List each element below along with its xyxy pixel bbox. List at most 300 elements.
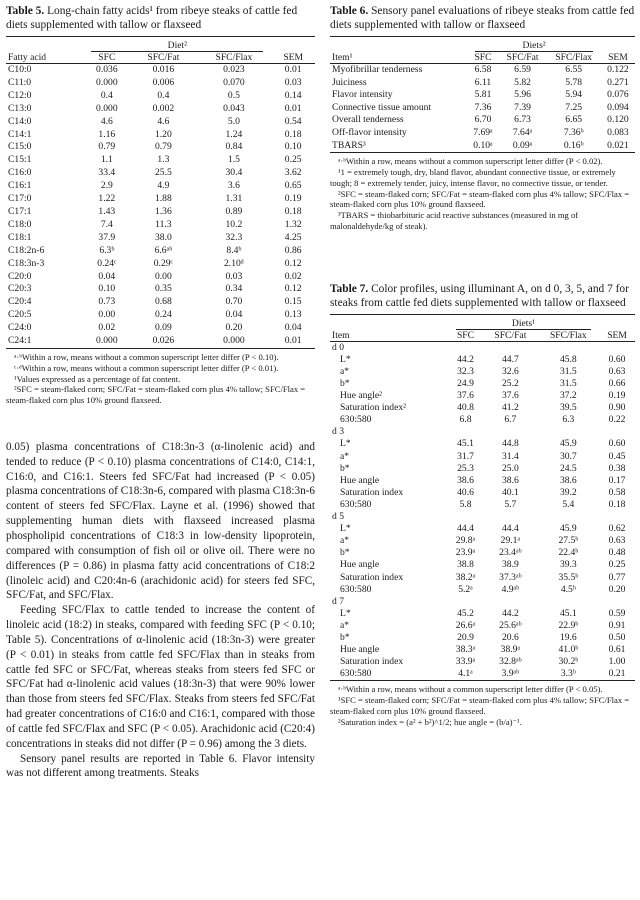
table-row: [330, 414, 635, 426]
row-label: 630:580: [340, 498, 372, 510]
cell-value: 0.65: [284, 180, 302, 192]
row-label: C20:4: [8, 296, 32, 308]
cell-value: 22.4ᵇ: [558, 547, 579, 559]
table-row: [6, 90, 315, 103]
cell-value: 3.9ᵃᵇ: [501, 668, 520, 680]
cell-value: 39.2: [559, 486, 577, 498]
cell-value: 1.24: [225, 128, 243, 140]
row-label: C17:0: [8, 193, 32, 205]
table5-group-header: Diet²: [167, 40, 188, 51]
cell-value: 0.000: [96, 335, 118, 347]
footnote: ᵃ·ᵇWithin a row, means without a common superscript letter differ (P < 0.10).: [14, 351, 279, 362]
cell-value: 31.5: [559, 365, 577, 377]
row-label: 630:580: [340, 583, 372, 595]
row-label: Juiciness: [332, 76, 367, 88]
row-label: 630:580: [340, 668, 372, 680]
cell-value: 5.8: [459, 498, 472, 510]
cell-value: 0.00: [154, 270, 172, 282]
cell-value: 6.3: [562, 414, 575, 426]
cell-value: 0.03: [225, 270, 243, 282]
cell-value: 0.13: [284, 309, 302, 321]
table7-header-row: [330, 330, 635, 342]
cell-value: 0.86: [284, 244, 302, 256]
day-label: d 7: [332, 595, 344, 607]
cell-value: 6.58: [474, 64, 492, 75]
cell-value: 0.5: [227, 89, 240, 101]
cell-value: 33.9ᵃ: [455, 656, 476, 668]
table-row: [6, 245, 315, 258]
table6-caption: [330, 4, 635, 32]
table7-group-header: Diets¹: [511, 317, 536, 329]
cell-value: 0.04: [284, 322, 302, 334]
cell-value: 1.88: [154, 193, 172, 205]
cell-value: 0.29ᶜ: [153, 257, 173, 269]
cell-value: 7.36ᵇ: [563, 126, 584, 138]
cell-value: 45.8: [559, 353, 577, 365]
cell-value: 0.35: [154, 283, 172, 295]
table-row: [330, 547, 635, 559]
cell-value: 1.5: [227, 154, 240, 166]
cell-value: 0.09: [154, 322, 172, 334]
cell-value: 0.4: [157, 89, 170, 101]
table-row: [330, 366, 635, 378]
footnote: ²Saturation index = (a² + b²)^1/2; hue angle = (b/a)⁻¹.: [338, 716, 522, 727]
column-header: SFC: [98, 52, 116, 63]
cell-value: 40.8: [457, 402, 474, 414]
row-label: C15:1: [8, 154, 32, 166]
cell-value: 0.62: [608, 523, 626, 535]
row-label: C20:3: [8, 283, 32, 295]
footnote: ¹Values expressed as a percentage of fat content.: [14, 373, 181, 384]
row-label: b*: [340, 631, 350, 643]
cell-value: 20.9: [457, 631, 474, 643]
cell-value: 38.9ᵃ: [500, 644, 521, 656]
row-label: Flavor intensity: [332, 89, 393, 101]
row-label: Hue angle²: [340, 390, 383, 402]
cell-value: 38.9: [501, 559, 519, 571]
cell-value: 4.1ᵃ: [458, 668, 473, 680]
footnote: ²SFC = steam-flaked corn; SFC/Fat = steam-flaked corn plus 4% tallow; SFC/Flax = steam-flaked corn plus 10% ground flaxseed.: [330, 188, 630, 210]
cell-value: 7.69ᵃ: [473, 126, 493, 138]
cell-value: 25.3: [457, 462, 474, 474]
cell-value: 1.32: [284, 218, 302, 230]
cell-value: 41.2: [501, 402, 519, 414]
table-row: [330, 102, 635, 115]
footnote: ᵃ·ᵇWithin a row, means without a common superscript letter differ (P < 0.02).: [338, 156, 603, 167]
table-row: [330, 390, 635, 402]
cell-value: 0.19: [608, 390, 626, 402]
cell-value: 38.3ᵃ: [455, 644, 476, 656]
column-header: SFC: [474, 52, 492, 63]
table-row: [330, 487, 635, 499]
day-label: d 3: [332, 426, 344, 438]
row-label: Hue angle: [340, 644, 380, 656]
cell-value: 32.3: [457, 365, 474, 377]
footnote: ᵃ·ᵇWithin a row, means without a common superscript letter differ (P < 0.05).: [338, 684, 603, 695]
row-label: L*: [340, 353, 351, 365]
cell-value: 44.7: [501, 353, 519, 365]
cell-value: 1.20: [154, 128, 172, 140]
cell-value: 33.4: [98, 167, 116, 179]
cell-value: 0.18: [608, 498, 626, 510]
table-row: [6, 283, 315, 296]
table-row: [6, 129, 315, 142]
table5: [6, 36, 315, 349]
cell-value: 37.9: [98, 231, 116, 243]
cell-value: 0.12: [284, 257, 302, 269]
table5-header-row: [6, 52, 315, 64]
cell-value: 32.8ᵃᵇ: [499, 656, 522, 668]
day-group-row: [330, 341, 635, 354]
cell-value: 11.3: [155, 218, 172, 230]
cell-value: 0.84: [225, 141, 243, 153]
cell-value: 44.2: [501, 607, 519, 619]
cell-value: 0.20: [608, 583, 626, 595]
table-row: [6, 271, 315, 284]
row-label: L*: [340, 607, 351, 619]
cell-value: 0.036: [96, 64, 118, 75]
cell-value: 1.31: [225, 193, 243, 205]
row-label: a*: [340, 365, 350, 377]
table6-caption-text: Sensory panel evaluations of ribeye steaks from cattle fed diets supplemented with tallow or flaxseed: [330, 5, 635, 31]
cell-value: 0.10: [98, 283, 116, 295]
row-label: C16:0: [8, 167, 32, 179]
row-label: a*: [340, 619, 350, 631]
cell-value: 1.36: [154, 205, 172, 217]
cell-value: 29.8ᵃ: [455, 535, 476, 547]
cell-value: 4.9: [157, 180, 170, 192]
table-row: [6, 103, 315, 116]
cell-value: 0.25: [284, 154, 302, 166]
cell-value: 0.4: [100, 89, 113, 101]
table-row: [330, 89, 635, 102]
cell-value: 7.39: [514, 101, 531, 113]
cell-value: 45.1: [559, 607, 577, 619]
row-label: Overall tenderness: [332, 114, 404, 126]
cell-value: 0.79: [154, 141, 172, 153]
cell-value: 38.0: [154, 231, 172, 243]
cell-value: 6.11: [474, 76, 492, 88]
row-label: b*: [340, 462, 350, 474]
cell-value: 31.7: [457, 450, 474, 462]
cell-value: 5.4: [562, 498, 575, 510]
table7-footnotes: [330, 684, 635, 727]
cell-value: 44.8: [501, 438, 519, 450]
cell-value: 1.43: [98, 205, 116, 217]
table-row: [6, 77, 315, 90]
cell-value: 0.023: [223, 64, 245, 75]
column-header: SFC/Fat: [147, 52, 180, 63]
cell-value: 0.01: [284, 335, 302, 347]
row-label: C14:0: [8, 115, 32, 127]
row-label: Hue angle: [340, 559, 380, 571]
table-row: [330, 535, 635, 547]
cell-value: 0.16ᵇ: [563, 139, 584, 151]
cell-value: 0.094: [607, 101, 629, 113]
row-label: Saturation index: [340, 486, 404, 498]
day-group-row: [330, 426, 635, 438]
cell-value: 35.5ᵇ: [558, 571, 579, 583]
cell-value: 0.34: [225, 283, 243, 295]
table7-caption-text: Color profiles, using illuminant A, on d 0, 3, 5, and 7 for steaks from cattle fed diets supplemented with tallow or flaxseed: [330, 282, 629, 309]
cell-value: 2.10ᵈ: [224, 257, 244, 269]
row-label: Saturation index²: [340, 402, 407, 414]
cell-value: 0.59: [608, 607, 626, 619]
cell-value: 0.10ᵃ: [473, 139, 493, 151]
table-row: [330, 77, 635, 90]
cell-value: 5.96: [514, 89, 531, 101]
table-row: [6, 322, 315, 335]
table5-label: Table 5.: [6, 5, 45, 17]
cell-value: 0.043: [223, 102, 245, 114]
table-row: [330, 378, 635, 390]
cell-value: 6.73: [514, 114, 531, 126]
table6-header-row: [330, 52, 635, 64]
cell-value: 0.04: [98, 270, 116, 282]
table6-body: [330, 64, 635, 153]
cell-value: 1.3: [157, 154, 170, 166]
cell-value: 0.122: [607, 64, 629, 75]
cell-value: 6.65: [565, 114, 583, 126]
table7-caption: [330, 282, 635, 310]
day-label: d 0: [332, 341, 344, 353]
cell-value: 5.82: [514, 76, 531, 88]
column-header: Fatty acid: [8, 52, 47, 63]
table6-group-header: Diets²: [522, 40, 546, 51]
cell-value: 0.90: [608, 402, 626, 414]
cell-value: 32.6: [501, 365, 519, 377]
row-label: C16:1: [8, 180, 32, 192]
cell-value: 7.36: [474, 101, 492, 113]
cell-value: 0.12: [284, 283, 302, 295]
row-label: C18:1: [8, 231, 32, 243]
table-row: [6, 309, 315, 322]
footnote: ᶜ·ᵈWithin a row, means without a common superscript letter differ (P < 0.01).: [14, 362, 279, 373]
body-text: [6, 440, 315, 781]
row-label: C20:0: [8, 270, 32, 282]
cell-value: 27.5ᵇ: [558, 535, 579, 547]
row-label: C13:0: [8, 102, 32, 114]
table-row: [330, 114, 635, 127]
cell-value: 0.73: [98, 296, 116, 308]
table-row: [6, 116, 315, 129]
cell-value: 0.38: [608, 462, 626, 474]
row-label: 630:580: [340, 414, 372, 426]
cell-value: 0.60: [608, 438, 626, 450]
cell-value: 6.6ᵃᵇ: [154, 244, 173, 256]
cell-value: 40.6: [457, 486, 474, 498]
cell-value: 0.70: [225, 296, 243, 308]
cell-value: 3.3ᵇ: [560, 668, 576, 680]
cell-value: 0.02: [284, 270, 302, 282]
cell-value: 7.25: [565, 101, 583, 113]
cell-value: 0.09ᵃ: [512, 139, 533, 151]
cell-value: 23.4ᵃᵇ: [499, 547, 522, 559]
cell-value: 31.5: [559, 378, 577, 390]
cell-value: 30.7: [559, 450, 577, 462]
cell-value: 0.89: [225, 205, 243, 217]
cell-value: 0.006: [152, 76, 175, 88]
cell-value: 0.01: [284, 102, 302, 114]
cell-value: 23.9ᵃ: [455, 547, 476, 559]
table-row: [330, 451, 635, 463]
table-row: [330, 620, 635, 632]
table-row: [330, 140, 635, 153]
cell-value: 0.19: [284, 193, 302, 205]
cell-value: 0.00: [98, 309, 116, 321]
column-header: SFC/Fat: [506, 52, 539, 63]
table-row: [330, 559, 635, 571]
table-row: [330, 523, 635, 535]
cell-value: 29.1ᵃ: [500, 535, 521, 547]
left-column: [6, 0, 315, 781]
row-label: C17:1: [8, 205, 32, 217]
table-row: [6, 335, 315, 348]
cell-value: 0.20: [225, 322, 243, 334]
table-row: [6, 258, 315, 271]
column-header: SFC/Flax: [555, 52, 593, 63]
cell-value: 0.002: [152, 102, 175, 114]
table7: [330, 314, 635, 682]
cell-value: 5.81: [474, 89, 492, 101]
cell-value: 45.2: [457, 607, 474, 619]
cell-value: 5.2ᵃ: [458, 583, 473, 595]
cell-value: 37.6: [457, 390, 474, 402]
cell-value: 5.78: [565, 76, 583, 88]
table7-body: [330, 341, 635, 681]
cell-value: 0.04: [225, 309, 243, 321]
cell-value: 4.6: [100, 115, 113, 127]
row-label: Hue angle: [340, 474, 380, 486]
column-header: SFC: [456, 329, 475, 341]
table-row: [6, 232, 315, 245]
cell-value: 0.22: [608, 414, 626, 426]
row-label: C15:0: [8, 141, 32, 153]
cell-value: 25.5: [154, 167, 172, 179]
cell-value: 7.4: [100, 218, 113, 230]
table-row: [330, 354, 635, 366]
cell-value: 0.14: [284, 89, 302, 101]
cell-value: 38.8: [457, 559, 474, 571]
cell-value: 5.94: [565, 89, 583, 101]
row-label: b*: [340, 378, 350, 390]
cell-value: 5.0: [227, 115, 240, 127]
table-row: [6, 167, 315, 180]
cell-value: 8.4ᵇ: [226, 244, 242, 256]
cell-value: 44.4: [501, 523, 519, 535]
row-label: C14:1: [8, 128, 32, 140]
table-row: [6, 154, 315, 167]
cell-value: 4.9ᵃᵇ: [501, 583, 520, 595]
cell-value: 0.026: [152, 335, 175, 347]
cell-value: 0.10: [284, 141, 302, 153]
table6-label: Table 6.: [330, 5, 369, 17]
row-label: C11:0: [8, 76, 32, 88]
table-row: [330, 668, 635, 681]
cell-value: 0.070: [223, 76, 245, 88]
cell-value: 0.66: [608, 378, 626, 390]
row-label: a*: [340, 535, 350, 547]
cell-value: 37.6: [501, 390, 519, 402]
cell-value: 45.1: [457, 438, 474, 450]
table-row: [330, 463, 635, 475]
row-label: TBARS³: [332, 139, 366, 151]
cell-value: 0.45: [608, 450, 626, 462]
cell-value: 0.083: [607, 126, 629, 138]
cell-value: 1.00: [608, 656, 626, 668]
cell-value: 0.18: [284, 205, 302, 217]
day-label: d 5: [332, 511, 344, 523]
cell-value: 1.1: [100, 154, 113, 166]
cell-value: 0.02: [98, 322, 116, 334]
cell-value: 0.03: [284, 76, 302, 88]
cell-value: 45.9: [559, 438, 577, 450]
cell-value: 0.61: [608, 644, 626, 656]
cell-value: 0.48: [608, 547, 626, 559]
row-label: C18:0: [8, 218, 32, 230]
table-row: [6, 193, 315, 206]
cell-value: 0.24ᶜ: [97, 257, 117, 269]
cell-value: 4.25: [284, 231, 302, 243]
cell-value: 39.3: [559, 559, 577, 571]
cell-value: 0.18: [284, 128, 302, 140]
cell-value: 7.64ᵃ: [512, 126, 533, 138]
row-label: b*: [340, 547, 350, 559]
cell-value: 0.77: [608, 571, 626, 583]
cell-value: 4.5ᵇ: [560, 583, 576, 595]
cell-value: 0.21: [608, 668, 626, 680]
row-label: C10:0: [8, 64, 32, 75]
cell-value: 6.7: [504, 414, 517, 426]
right-column: [330, 0, 635, 728]
cell-value: 38.2ᵃ: [455, 571, 476, 583]
row-label: C18:2n-6: [8, 244, 45, 256]
cell-value: 0.54: [284, 115, 302, 127]
column-header: SFC/Flax: [549, 329, 587, 341]
table5-caption-text: Long-chain fatty acids¹ from ribeye steaks of cattle fed diets supplemented with tallow or flaxseed: [6, 5, 298, 31]
column-header: SFC/Flax: [215, 52, 253, 63]
table6: [330, 36, 635, 153]
table-row: [6, 296, 315, 309]
table-row: [6, 64, 315, 77]
cell-value: 30.2ᵇ: [558, 656, 579, 668]
table-row: [6, 180, 315, 193]
cell-value: 0.68: [154, 296, 172, 308]
cell-value: 0.60: [608, 353, 626, 365]
row-label: Saturation index: [340, 571, 404, 583]
cell-value: 0.63: [608, 365, 626, 377]
cell-value: 37.3ᵃᵇ: [499, 571, 522, 583]
cell-value: 24.5: [559, 462, 577, 474]
table-row: [330, 608, 635, 620]
cell-value: 0.000: [96, 102, 118, 114]
cell-value: 3.62: [284, 167, 302, 179]
cell-value: 0.58: [608, 486, 626, 498]
paragraph: Sensory panel results are reported in Table 6. Flavor intensity was not different among treatments. Steaks: [6, 752, 315, 780]
cell-value: 0.000: [223, 335, 245, 347]
day-group-row: [330, 511, 635, 523]
table-row: [330, 127, 635, 140]
table5-caption: [6, 4, 315, 32]
cell-value: 6.8: [459, 414, 472, 426]
cell-value: 6.70: [474, 114, 492, 126]
cell-value: 6.55: [565, 64, 583, 75]
cell-value: 0.016: [152, 64, 175, 75]
cell-value: 38.6: [559, 474, 577, 486]
table-row: [330, 656, 635, 668]
cell-value: 32.3: [225, 231, 243, 243]
cell-value: 0.63: [608, 535, 626, 547]
